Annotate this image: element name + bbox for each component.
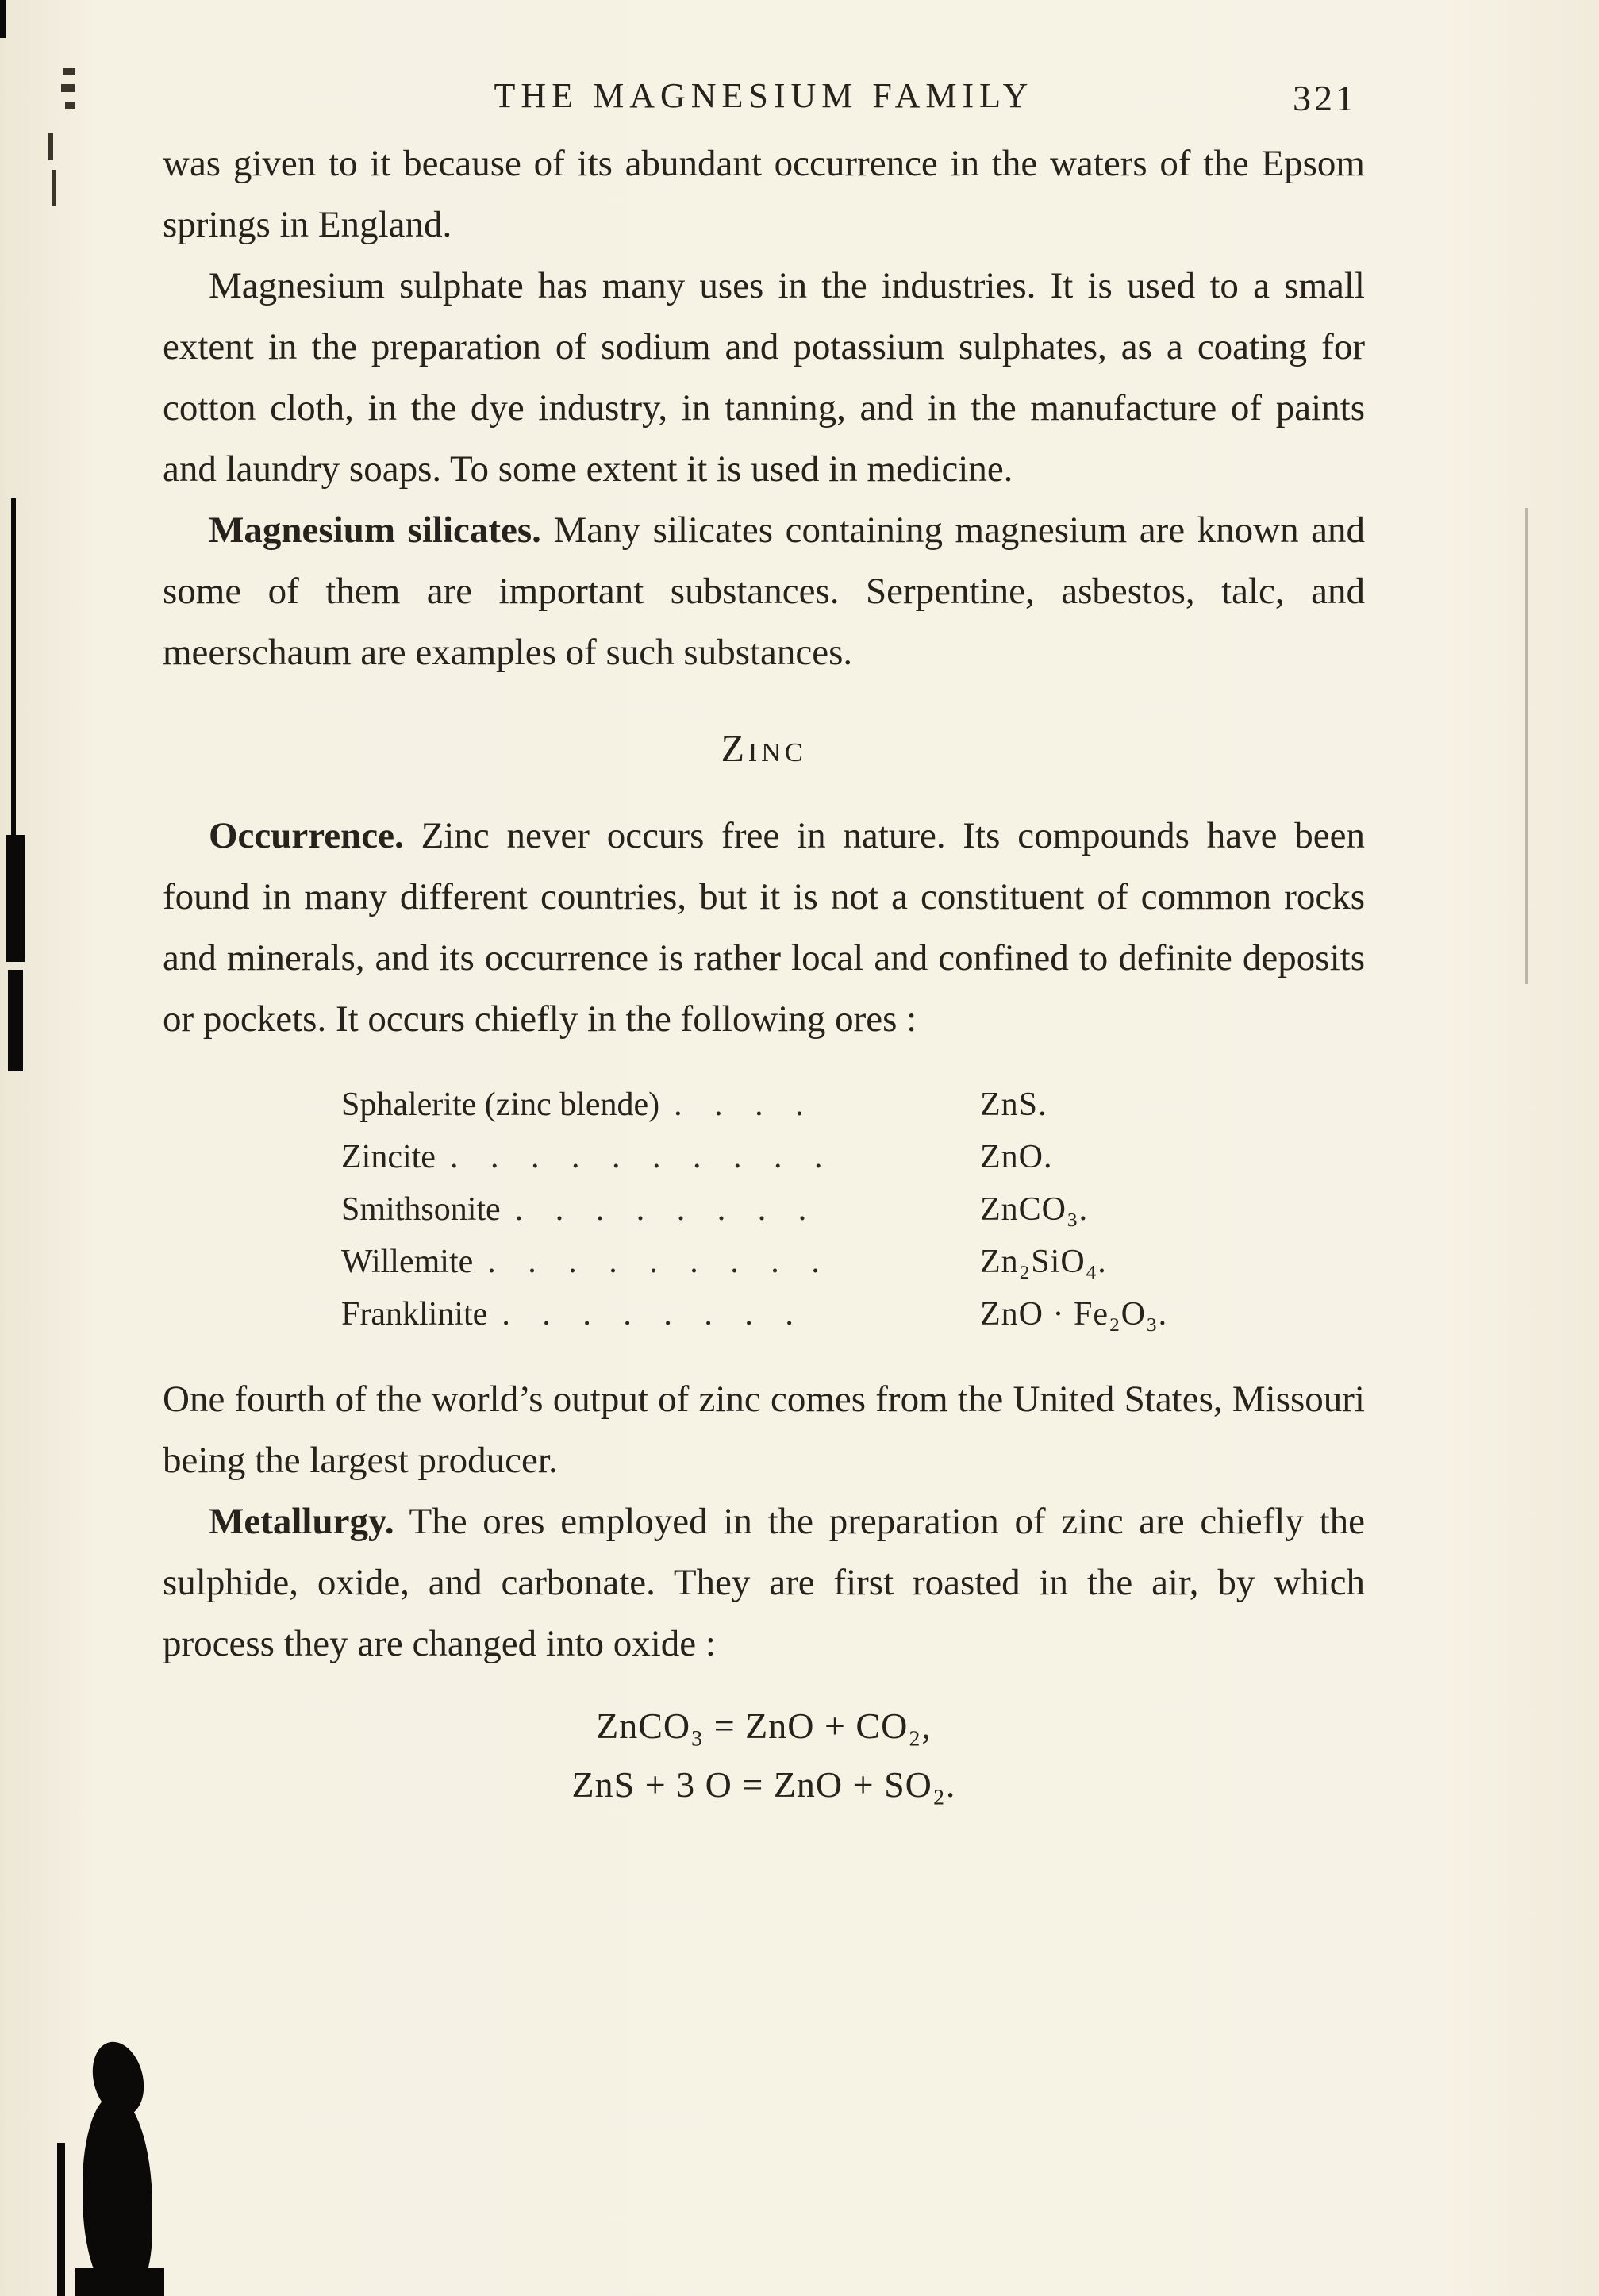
running-head	[163, 75, 1365, 116]
paragraph-metallurgy-lead: Metallurgy.	[209, 1501, 394, 1542]
paragraph-occurrence-text: Zinc never occurs free in nature. Its compounds have been found in many different countries, but it is not a constituent of common rocks and minerals, and its occurrence is rather local and confined to definite deposits or pockets. It occurs chiefly in the following ores :	[163, 815, 1365, 1040]
paragraph-metallurgy-text: The ores employed in the preparation of zinc are chiefly the sulphide, oxide, and carbonate. They are first roasted in the air, by which process they are changed into oxide :	[163, 1501, 1365, 1664]
paragraph-silicates-lead: Magnesium silicates.	[209, 510, 541, 551]
ore-formula: ZnS.	[980, 1086, 1047, 1123]
ore-leader-dots: . . . .	[674, 1086, 816, 1123]
ore-leader-dots: . . . . . . . . . .	[449, 1139, 835, 1175]
scan-artifact-ink-streak	[57, 2143, 65, 2296]
scan-artifact-left-bar	[6, 835, 25, 962]
scan-artifact-left-bar	[8, 970, 23, 1071]
scan-artifact-right-line	[1525, 508, 1528, 984]
section-heading-zinc: Zinc	[721, 728, 807, 770]
ore-row	[163, 1131, 1365, 1183]
page-body	[163, 133, 1365, 1814]
ore-formula: ZnO · Fe₂O₃.	[980, 1296, 1168, 1333]
equation-sulphide: ZnS + 3 O = ZnO + SO₂.	[571, 1764, 956, 1805]
ore-name: Sphalerite (zinc blende)	[341, 1086, 660, 1123]
ore-name: Franklinite	[341, 1296, 488, 1333]
page-title: THE MAGNESIUM FAMILY	[494, 76, 1034, 115]
ore-row	[163, 1079, 1365, 1131]
paragraph-epsom: was given to it because of its abundant occurrence in the waters of the Epsom springs in England.	[163, 143, 1365, 245]
ore-leader-dots: . . . . . . . .	[502, 1296, 805, 1333]
paragraph-silicates	[163, 500, 1365, 683]
ore-name: Smithsonite	[341, 1191, 501, 1228]
paragraph-uses: Magnesium sulphate has many uses in the industries. It is used to a small extent in the preparation of sodium and potassium sulphates, as a coating for cotton cloth, in the dye industry, in tanning, and in the manufacture of paints and laundry soaps. To some extent it is used in medicine.	[163, 265, 1365, 490]
scan-artifact-gutter-smudge	[61, 84, 75, 92]
equation-block	[163, 1697, 1365, 1814]
ore-row	[163, 1288, 1365, 1340]
ore-formula: ZnO.	[980, 1139, 1053, 1175]
ore-table	[163, 1079, 1365, 1340]
scan-artifact-ink-blob	[83, 2095, 152, 2296]
paragraph-silicates-text: Many silicates containing magnesium are known and some of them are important substances. Serpentine, asbestos, talc, and meerschaum are examples of such substances.	[163, 510, 1365, 673]
equation-carbonate: ZnCO₃ = ZnO + CO₂,	[596, 1706, 932, 1746]
ore-leader-dots: . . . . . . . .	[514, 1191, 819, 1228]
ore-formula: ZnCO₃.	[980, 1191, 1089, 1228]
scan-artifact-gutter-smudge	[63, 68, 75, 75]
scan-artifact-left-line	[11, 498, 16, 835]
ore-row	[163, 1183, 1365, 1236]
ore-leader-dots: . . . . . . . . .	[487, 1244, 832, 1280]
scan-artifact-gutter-smudge	[65, 102, 75, 109]
scan-artifact-gutter-tick	[48, 133, 53, 160]
scan-artifact-ink-blob	[75, 2268, 164, 2296]
ore-name: Zincite	[341, 1139, 436, 1175]
scan-artifact-top-corner	[0, 0, 6, 38]
ore-row	[163, 1236, 1365, 1288]
paragraph-occurrence-lead: Occurrence.	[209, 815, 404, 856]
paragraph-output: One fourth of the world’s output of zinc comes from the United States, Missouri being the largest producer.	[163, 1379, 1365, 1481]
page-number: 321	[1293, 78, 1357, 118]
paragraph-metallurgy	[163, 1491, 1365, 1675]
ore-name: Willemite	[341, 1244, 474, 1280]
ore-formula: Zn₂SiO₄.	[980, 1244, 1107, 1280]
paragraph-occurrence	[163, 806, 1365, 1050]
scan-artifact-gutter-tick	[52, 170, 56, 206]
